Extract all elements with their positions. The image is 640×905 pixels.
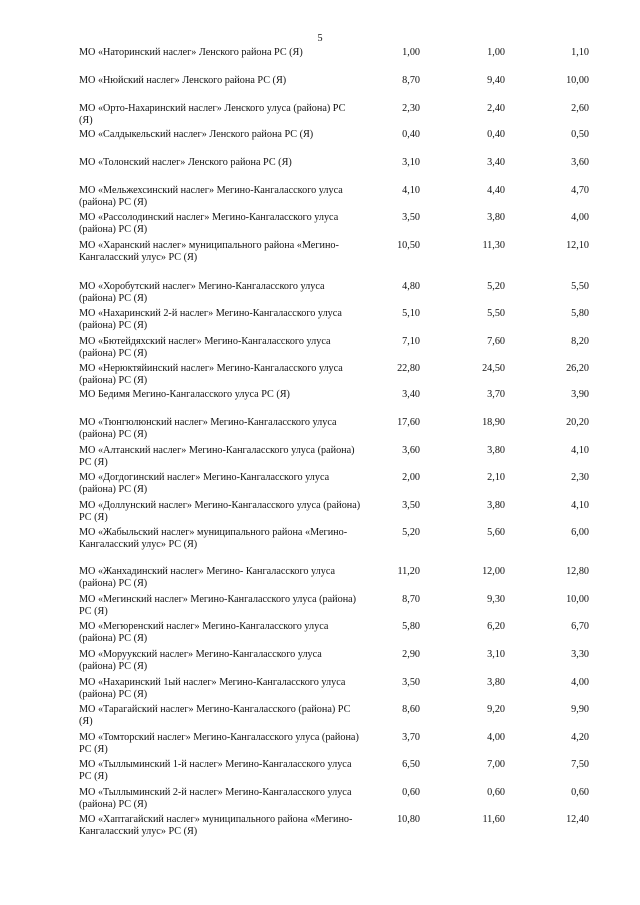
value-col-2: 2,10 (487, 472, 505, 483)
value-col-2: 24,50 (482, 363, 505, 374)
settlement-name: МО «Доллунский наслег» Мегино-Кангаласского улуса (района) РС (Я) (79, 500, 361, 524)
value-col-1: 6,50 (402, 759, 420, 770)
value-col-1: 3,50 (402, 677, 420, 688)
settlement-name: МО Бедимя Мегино-Кангаласского улуса РС (Я) (79, 389, 290, 400)
settlement-name: МО «Догдогинский наслег» Мегино-Кангаласского улуса (района) РС (Я) (79, 472, 330, 496)
value-col-2: 7,00 (487, 759, 505, 770)
value-col-3: 12,40 (566, 814, 589, 825)
value-col-3: 6,00 (571, 527, 589, 538)
value-col-3: 6,70 (571, 621, 589, 632)
value-col-2: 6,20 (487, 621, 505, 632)
value-col-2: 0,40 (487, 129, 505, 140)
value-col-3: 4,00 (571, 212, 589, 223)
value-col-1: 2,30 (402, 103, 420, 114)
settlement-name: МО «Орто-Нахаринский наслег» Ленского улуса (района) РС (Я) (79, 103, 346, 127)
settlement-name: МО «Томторский наслег» Мегино-Кангаласского улуса (района) РС (Я) (79, 732, 359, 756)
value-col-3: 5,80 (571, 308, 589, 319)
value-col-1: 11,20 (397, 566, 420, 577)
settlement-name: МО «Тарагайский наслег» Мегино-Кангаласского (района) РС (Я) (79, 704, 351, 728)
value-col-2: 0,60 (487, 787, 505, 798)
value-col-1: 2,90 (402, 649, 420, 660)
settlement-name: МО «Жабыльский наслег» муниципального района «Мегино-Кангаласский улус» РС (Я) (79, 527, 348, 551)
value-col-1: 7,10 (402, 336, 420, 347)
value-col-3: 3,90 (571, 389, 589, 400)
value-col-1: 22,80 (397, 363, 420, 374)
value-col-3: 10,00 (566, 75, 589, 86)
settlement-name: МО «Тыллыминский 2-й наслег» Мегино-Кангаласского улуса (района) РС (Я) (79, 787, 352, 811)
value-col-3: 12,80 (566, 566, 589, 577)
page-number: 5 (317, 33, 323, 44)
settlement-name: МО «Моруукский наслег» Мегино-Кангаласского улуса (района) РС (Я) (79, 649, 322, 673)
value-col-2: 3,10 (487, 649, 505, 660)
value-col-1: 3,70 (402, 732, 420, 743)
value-col-2: 11,30 (482, 240, 505, 251)
value-col-1: 5,80 (402, 621, 420, 632)
value-col-1: 10,50 (397, 240, 420, 251)
value-col-1: 17,60 (397, 417, 420, 428)
value-col-2: 4,40 (487, 185, 505, 196)
value-col-3: 8,20 (571, 336, 589, 347)
value-col-1: 3,10 (402, 157, 420, 168)
value-col-3: 3,30 (571, 649, 589, 660)
value-col-2: 18,90 (482, 417, 505, 428)
value-col-3: 20,20 (566, 417, 589, 428)
value-col-2: 3,80 (487, 212, 505, 223)
value-col-2: 3,40 (487, 157, 505, 168)
settlement-name: МО «Тюнгюлюнский наслег» Мегино-Кангаласского улуса (района) РС (Я) (79, 417, 337, 441)
value-col-1: 10,80 (397, 814, 420, 825)
value-col-2: 2,40 (487, 103, 505, 114)
value-col-1: 8,60 (402, 704, 420, 715)
value-col-1: 3,50 (402, 500, 420, 511)
settlement-name: МО «Нюйский наслег» Ленского района РС (Я) (79, 75, 287, 86)
value-col-2: 12,00 (482, 566, 505, 577)
settlement-name: МО «Харанский наслег» муниципального района «Мегино-Кангаласский улус» РС (Я) (79, 240, 339, 264)
value-col-1: 5,20 (402, 527, 420, 538)
value-col-3: 0,50 (571, 129, 589, 140)
value-col-2: 3,70 (487, 389, 505, 400)
value-col-2: 4,00 (487, 732, 505, 743)
value-col-2: 3,80 (487, 677, 505, 688)
value-col-1: 4,10 (402, 185, 420, 196)
value-col-3: 26,20 (566, 363, 589, 374)
value-col-1: 8,70 (402, 594, 420, 605)
settlement-name: МО «Наторинский наслег» Ленского района РС (Я) (79, 47, 303, 58)
value-col-1: 3,50 (402, 212, 420, 223)
value-col-3: 4,00 (571, 677, 589, 688)
value-col-3: 4,70 (571, 185, 589, 196)
value-col-1: 3,40 (402, 389, 420, 400)
value-col-2: 3,80 (487, 445, 505, 456)
settlement-name: МО «Толонский наслег» Ленского района РС (Я) (79, 157, 292, 168)
value-col-3: 5,50 (571, 281, 589, 292)
settlement-name: МО «Рассолодинский наслег» Мегино-Кангаласского улуса (района) РС (Я) (79, 212, 339, 236)
value-col-1: 4,80 (402, 281, 420, 292)
value-col-1: 8,70 (402, 75, 420, 86)
value-col-1: 3,60 (402, 445, 420, 456)
value-col-2: 5,60 (487, 527, 505, 538)
settlement-name: МО «Алтанский наслег» Мегино-Кангаласского улуса (района) РС (Я) (79, 445, 355, 469)
settlement-name: МО «Нерюктяйинский наслег» Мегино-Кангаласского улуса (района) РС (Я) (79, 363, 343, 387)
value-col-3: 2,60 (571, 103, 589, 114)
value-col-2: 9,20 (487, 704, 505, 715)
value-col-2: 11,60 (482, 814, 505, 825)
value-col-2: 5,20 (487, 281, 505, 292)
value-col-2: 9,40 (487, 75, 505, 86)
settlement-name: МО «Нахаринский 1ый наслег» Мегино-Кангаласского улуса (района) РС (Я) (79, 677, 346, 701)
value-col-3: 1,10 (571, 47, 589, 58)
value-col-3: 3,60 (571, 157, 589, 168)
settlement-name: МО «Тыллыминский 1-й наслег» Мегино-Кангаласского улуса РС (Я) (79, 759, 352, 783)
value-col-1: 2,00 (402, 472, 420, 483)
settlement-name: МО «Бютейдяхский наслег» Мегино-Кангаласского улуса (района) РС (Я) (79, 336, 331, 360)
settlement-name: МО «Салдыкельский наслег» Ленского района РС (Я) (79, 129, 314, 140)
value-col-3: 4,20 (571, 732, 589, 743)
value-col-3: 2,30 (571, 472, 589, 483)
settlement-name: МО «Жанхадинский наслег» Мегино- Кангаласского улуса (района) РС (Я) (79, 566, 336, 590)
value-col-2: 3,80 (487, 500, 505, 511)
settlement-name: МО «Нахаринский 2-й наслег» Мегино-Кангаласского улуса (района) РС (Я) (79, 308, 342, 332)
value-col-3: 7,50 (571, 759, 589, 770)
settlement-name: МО «Мельжехсинский наслег» Мегино-Кангаласского улуса (района) РС (Я) (79, 185, 343, 209)
value-col-3: 4,10 (571, 445, 589, 456)
settlement-name: МО «Хаптагайский наслег» муниципального района «Мегино-Кангаласский улус» РС (Я) (79, 814, 353, 838)
settlement-name: МО «Хоробутский наслег» Мегино-Кангаласского улуса (района) РС (Я) (79, 281, 325, 305)
value-col-1: 0,40 (402, 129, 420, 140)
value-col-3: 0,60 (571, 787, 589, 798)
value-col-3: 4,10 (571, 500, 589, 511)
value-col-1: 5,10 (402, 308, 420, 319)
value-col-1: 0,60 (402, 787, 420, 798)
value-col-3: 10,00 (566, 594, 589, 605)
value-col-2: 5,50 (487, 308, 505, 319)
value-col-1: 1,00 (402, 47, 420, 58)
value-col-3: 12,10 (566, 240, 589, 251)
settlement-name: МО «Мегюренский наслег» Мегино-Кангаласского улуса (района) РС (Я) (79, 621, 329, 645)
value-col-3: 9,90 (571, 704, 589, 715)
value-col-2: 7,60 (487, 336, 505, 347)
value-col-2: 1,00 (487, 47, 505, 58)
value-col-2: 9,30 (487, 594, 505, 605)
settlement-name: МО «Мегинский наслег» Мегино-Кангаласского улуса (района) РС (Я) (79, 594, 357, 618)
